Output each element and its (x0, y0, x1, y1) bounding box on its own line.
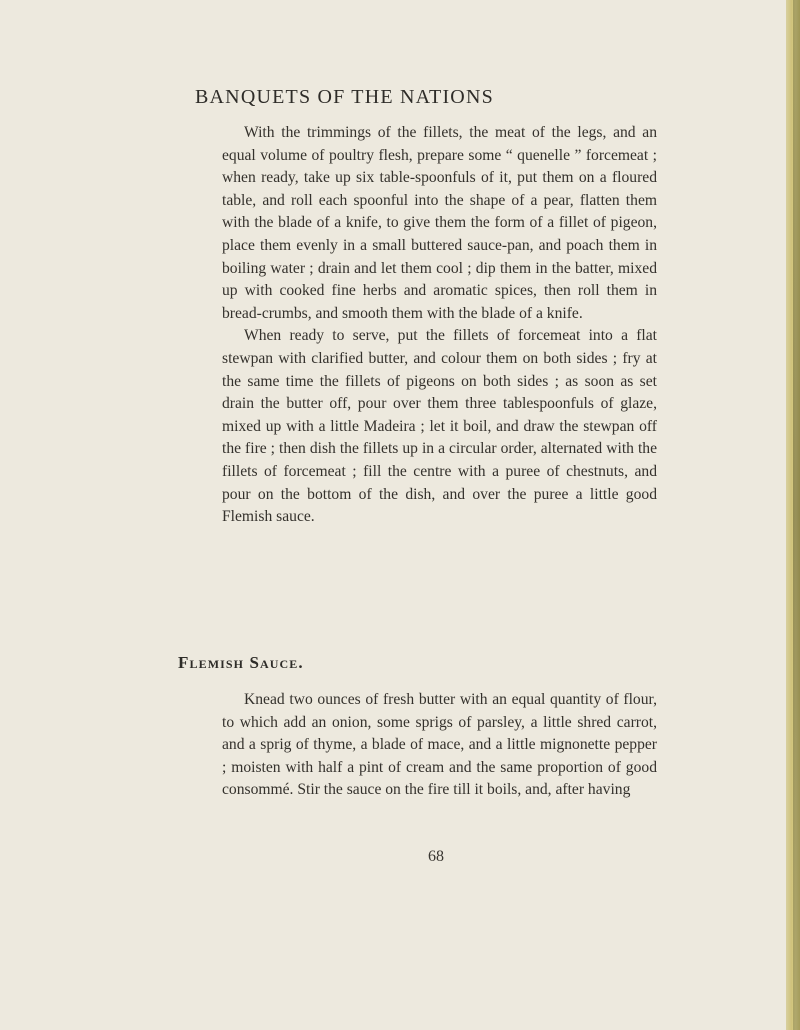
section-text (222, 689, 657, 802)
running-head: BANQUETS OF THE NATIONS (195, 86, 494, 108)
section-heading: Flemish Sauce. (178, 653, 304, 672)
page-number: 68 (428, 848, 444, 865)
main-text (222, 122, 657, 529)
paragraph-1: With the trimmings of the fillets, the meat of the legs, and an equal volume of poultry flesh, prepare some “ quenelle ” forcemeat ; when ready, take up six table-spoonfuls of it, put them on a floured table, and roll each spoonful into the shape of a pear, flatten them with the blade of a knife, to give them the form of a fillet of pigeon, place them evenly in a small buttered sauce-pan, and poach them in boiling water ; drain and let them cool ; dip them in the batter, mixed up with cooked fine herbs and aromatic spices, then roll them in bread-crumbs, and smooth them with the blade of a knife. (222, 124, 657, 322)
page-edge-shadow (793, 0, 800, 1030)
section-paragraph: Knead two ounces of fresh butter with an equal quantity of flour, to which add an onion, some sprigs of parsley, a little shred carrot, and a sprig of thyme, a blade of mace, and a little mignonette pepper ; moisten with half a pint of cream and the same proportion of good consommé. Stir the sauce on the fire till it boils, and, after having (222, 691, 657, 799)
paragraph-2: When ready to serve, put the fillets of forcemeat into a flat stewpan with clarified butter, and colour them on both sides ; fry at the same time the fillets of pigeons on both sides ; as soon as set drain the butter off, pour over them three tablespoonfuls of glaze, mixed up with a little Madeira ; let it boil, and draw the stewpan off the fire ; then dish the fillets up in a circular order, alternated with the fillets of forcemeat ; fill the centre with a puree of chestnuts, and pour on the bottom of the dish, and over the puree a little good Flemish sauce. (222, 327, 657, 526)
